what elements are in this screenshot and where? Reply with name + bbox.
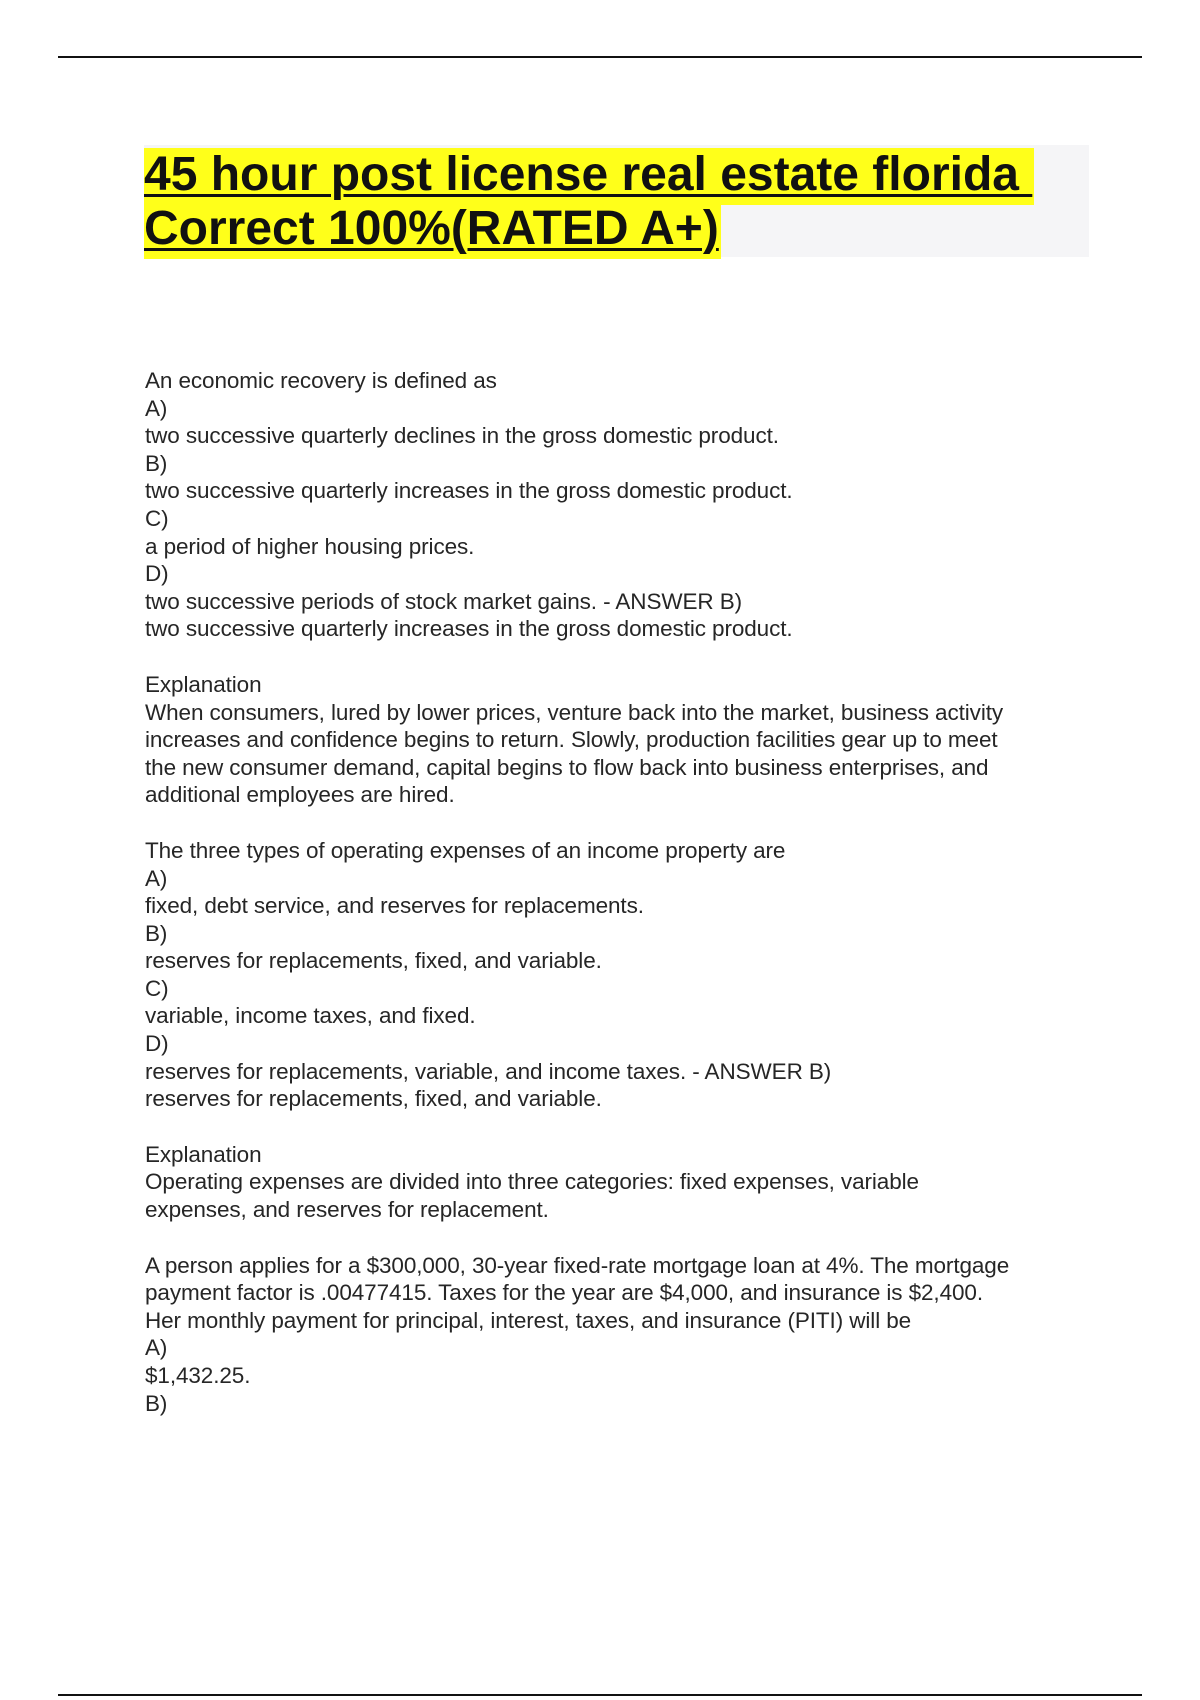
- title-line-1: [144, 148, 1034, 202]
- answer-line: reserves for replacements, variable, and income taxes. - ANSWER B): [145, 1058, 832, 1084]
- answer-text: two successive quarterly increases in the gross domestic product.: [145, 616, 793, 642]
- document-title: [144, 145, 1089, 257]
- question-text: A person applies for a $300,000, 30-year fixed-rate mortgage loan at 4%. The mortgage: [145, 1252, 1010, 1278]
- page-bottom-rule: [58, 1694, 1142, 1696]
- explanation-block: [145, 671, 1085, 809]
- question-block: [145, 837, 1085, 1113]
- option-label: C): [145, 975, 169, 1001]
- option-text: variable, income taxes, and fixed.: [145, 1003, 476, 1029]
- explanation-text: expenses, and reserves for replacement.: [145, 1197, 549, 1223]
- question-text: The three types of operating expenses of an income property are: [145, 837, 786, 863]
- option-text: $1,432.25.: [145, 1363, 251, 1388]
- option-text: a period of higher housing prices.: [145, 533, 475, 559]
- option-text: fixed, debt service, and reserves for replacements.: [145, 893, 644, 919]
- option-text: two successive quarterly declines in the gross domestic product.: [145, 423, 779, 449]
- explanation-text: increases and confidence begins to return. Slowly, production facilities gear up to meet: [145, 727, 998, 753]
- question-text: Her monthly payment for principal, interest, taxes, and insurance (PITI) will be: [145, 1307, 912, 1333]
- option-label: B): [145, 1390, 168, 1416]
- question-text: payment factor is .00477415. Taxes for the year are $4,000, and insurance is $2,400.: [145, 1280, 983, 1306]
- question-block: [145, 367, 1085, 643]
- title-line-2: [144, 202, 721, 256]
- explanation-block: [145, 1141, 1085, 1224]
- explanation-text: additional employees are hired.: [145, 782, 455, 808]
- question-block: [145, 1252, 1085, 1418]
- option-label: A): [145, 865, 168, 891]
- explanation-text: the new consumer demand, capital begins to flow back into business enterprises, and: [145, 754, 989, 780]
- question-text: An economic recovery is defined as: [145, 368, 497, 393]
- explanation-text: When consumers, lured by lower prices, venture back into the market, business activity: [145, 699, 1004, 725]
- document-body: [145, 367, 1085, 1417]
- option-label: A): [145, 395, 168, 421]
- title-line-1-text: 45 hour post license real estate florida: [144, 148, 1034, 205]
- answer-text: reserves for replacements, fixed, and variable.: [145, 1086, 602, 1112]
- option-text: reserves for replacements, fixed, and variable.: [145, 948, 602, 974]
- option-label: D): [145, 561, 169, 587]
- explanation-heading: Explanation: [145, 1141, 262, 1167]
- explanation-heading: Explanation: [145, 671, 262, 697]
- option-label: B): [145, 450, 168, 476]
- option-label: B): [145, 920, 168, 946]
- option-label: D): [145, 1031, 169, 1057]
- explanation-text: Operating expenses are divided into three categories: fixed expenses, variable: [145, 1169, 919, 1195]
- page-top-rule: [58, 56, 1142, 58]
- option-label: C): [145, 505, 169, 531]
- title-line-2-text: Correct 100%(RATED A+): [144, 202, 721, 259]
- answer-line: two successive periods of stock market gains. - ANSWER B): [145, 588, 742, 614]
- option-label: A): [145, 1335, 168, 1361]
- option-text: two successive quarterly increases in the gross domestic product.: [145, 478, 793, 504]
